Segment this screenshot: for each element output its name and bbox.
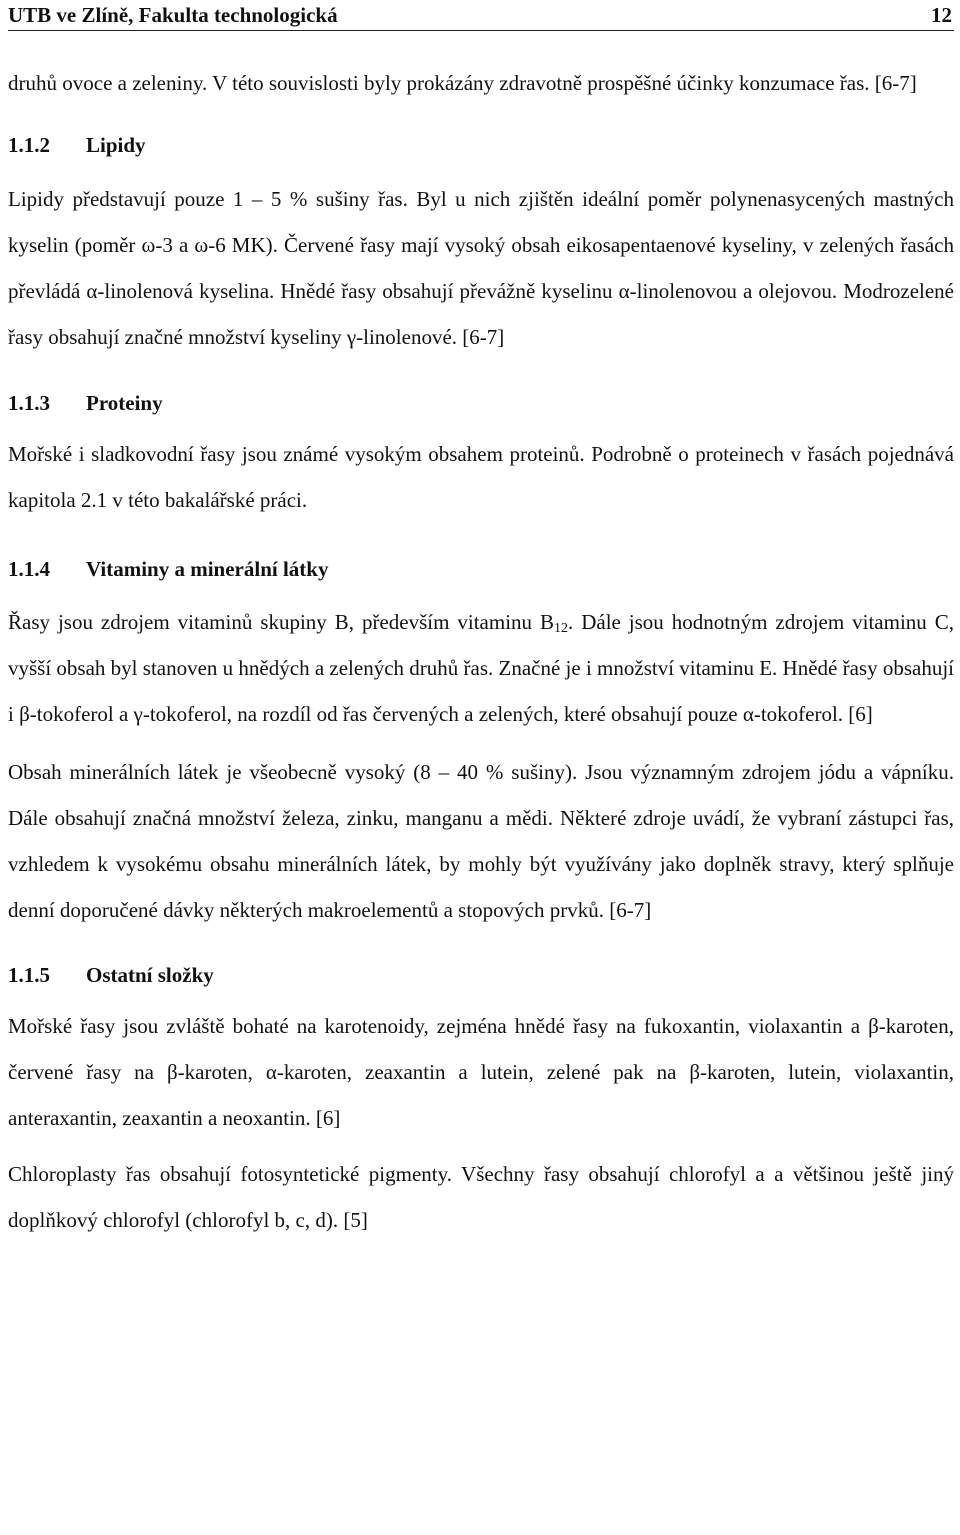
intro-paragraph: druhů ovoce a zeleniny. V této souvislosti byly prokázány zdravotně prospěšné účinky konzumace řas. [6-7]: [8, 71, 917, 95]
section-heading-lipidy: [8, 130, 954, 160]
chloroplasty-paragraph: Chloroplasty řas obsahují fotosyntetické pigmenty. Všechny řasy obsahují chlorofyl a a většinou ještě jiný doplňkový chlorofyl (chlorofyl b, c, d). [5]: [8, 1162, 954, 1232]
mineraly-paragraph: Obsah minerálních látek je všeobecně vysoký (8 – 40 % sušiny). Jsou významným zdrojem jódu a vápníku. Dále obsahují značná množství železa, zinku, manganu a mědi. Některé zdroje uvádí, že vybraní zástupci řas, vzhledem k vysokému obsahu minerálních látek, by mohly být využívány jako doplněk stravy, který splňuje denní doporučené dávky některých makroelementů a stopových prvků. [6-7]: [8, 760, 954, 922]
running-header: [8, 0, 954, 31]
document-page: [8, 0, 954, 1243]
section-title: Lipidy: [86, 133, 146, 157]
section-number: 1.1.4: [8, 557, 50, 581]
section-number: 1.1.3: [8, 391, 50, 415]
vitaminy-text-start: Řasy jsou zdrojem vitaminů skupiny B, především vitaminu B: [8, 610, 554, 634]
vitamin-b-subscript: 12: [554, 621, 568, 636]
section-title: Ostatní složky: [86, 963, 214, 987]
vitaminy-text-rest: . Dále jsou hodnotným zdrojem vitaminu C, vyšší obsah byl stanoven u hnědých a zelených druhů řas. Značné je i množství vitaminu E. Hnědé řasy obsahují i β-tokoferol a γ-tokoferol, na rozdíl od řas červených a zelených, které obsahují pouze α-tokoferol. [6]: [8, 610, 954, 726]
header-institution: UTB ve Zlíně, Fakulta technologická: [8, 3, 338, 27]
section-heading-ostatni: [8, 960, 954, 990]
section-heading-proteiny: [8, 388, 954, 418]
section-title: Vitaminy a minerální látky: [86, 557, 329, 581]
section-title: Proteiny: [86, 391, 163, 415]
karotenoidy-paragraph: Mořské řasy jsou zvláště bohaté na karotenoidy, zejména hnědé řasy na fukoxantin, violaxantin a β-karoten, červené řasy na β-karoten, α-karoten, zeaxantin a lutein, zelené pak na β-karoten, lutein, violaxantin, anteraxantin, zeaxantin a neoxantin. [6]: [8, 1014, 954, 1130]
vitaminy-paragraph: [8, 599, 954, 737]
header-page-number: 12: [931, 3, 952, 27]
section-number: 1.1.5: [8, 963, 50, 987]
section-heading-vitaminy: [8, 554, 954, 584]
proteiny-paragraph: Mořské i sladkovodní řasy jsou známé vysokým obsahem proteinů. Podrobně o proteinech v řasách pojednává kapitola 2.1 v této bakalářské práci.: [8, 442, 954, 512]
section-number: 1.1.2: [8, 133, 50, 157]
lipidy-paragraph: Lipidy představují pouze 1 – 5 % sušiny řas. Byl u nich zjištěn ideální poměr polynenasycených mastných kyselin (poměr ω-3 a ω-6 MK). Červené řasy mají vysoký obsah eikosapentaenové kyseliny, v zelených řasách převládá α-linolenová kyselina. Hnědé řasy obsahují převážně kyselinu α-linolenovou a olejovou. Modrozelené řasy obsahují značné množství kyseliny γ-linolenové. [6-7]: [8, 187, 954, 349]
